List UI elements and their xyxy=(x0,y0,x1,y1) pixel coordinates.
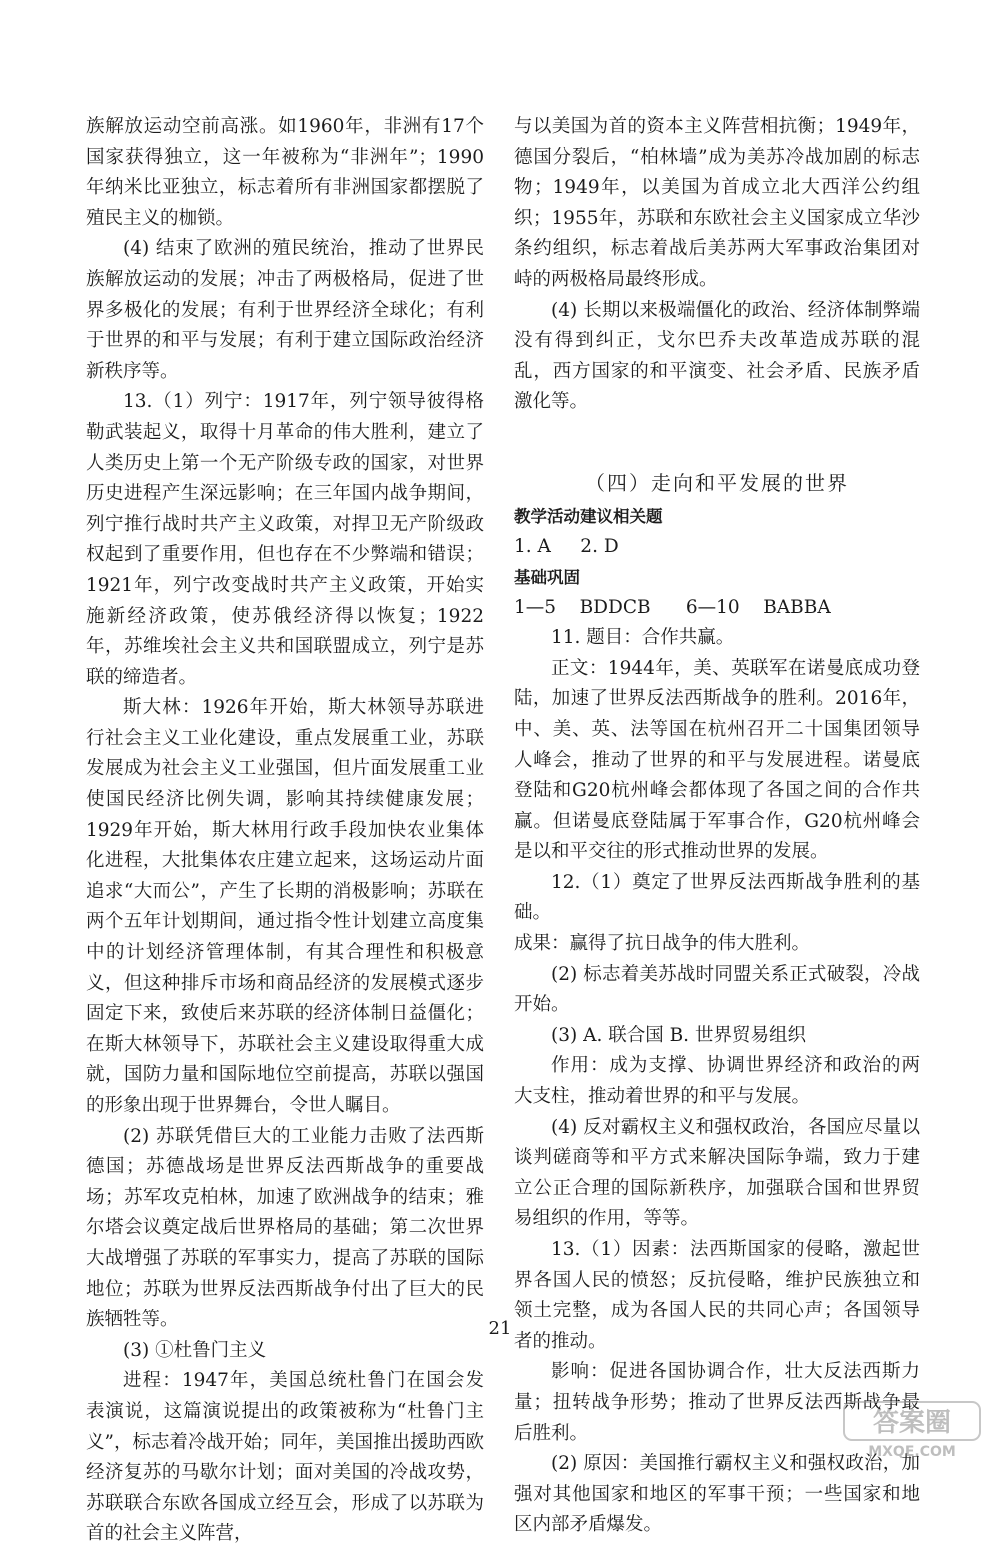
basic-answers: 1—5 BDDCB 6—10 BABBA xyxy=(514,596,831,618)
paragraph: 作用：成为支撑、协调世界经济和政治的两大支柱，推动着世界的和平与发展。 xyxy=(514,1055,920,1108)
paragraph: 进程：1947年，美国总统杜鲁门在国会发表演说，这篇演说提出的政策被称为“杜鲁门主义”，标志着冷战开始；同年，美国推出援助西欧经济复苏的马歇尔计划；面对美国的冷战攻势，苏联联合东欧各国成立经互会，形成了以苏联为首的社会主义阵营， xyxy=(86,1370,484,1545)
paragraph: (2) 苏联凭借巨大的工业能力击败了法西斯德国；苏德战场是世界反法西斯战争的重要战场；苏军攻克柏林，加速了欧洲战争的结束；雅尔塔会议奠定战后世界格局的基础；第二次世界大战增强了苏联的军事实力，提高了苏联的国际地位；苏联为世界反法西斯战争付出了巨大的民族牺牲等。 xyxy=(86,1125,484,1331)
paragraph: 13.（1）列宁：1917年，列宁领导彼得格勒武装起义，取得十月革命的伟大胜利，建立了人类历史上第一个无产阶级专政的国家，对世界历史进程产生深远影响；在三年国内战争期间，列宁推行战时共产主义政策，对捍卫无产阶级政权起到了重要作用，但也存在不少弊端和错误；1921年，列宁改变战时共产主义政策，开始实施新经济政策，使苏俄经济得以恢复；1922年，苏维埃社会主义共和国联盟成立，列宁是苏联的缔造者。 xyxy=(86,391,484,688)
watermark-logo xyxy=(842,1400,982,1460)
paragraph: (4) 结束了欧洲的殖民统治，推动了世界民族解放运动的发展；冲击了两极格局，促进了世界多极化的发展；有利于世界经济全球化；有利于世界的和平与发展；有利于建立国际政治经济新秩序等。 xyxy=(86,238,484,382)
paragraph: 影响：促进各国协调合作，壮大反法西斯力量；扭转战争形势；推动了世界反法西斯战争最后胜利。 xyxy=(514,1361,920,1444)
activity-answers: 1. A 2. D xyxy=(514,535,619,557)
watermark-text-cn: 答案圈 xyxy=(872,1408,952,1438)
paragraph: 斯大林：1926年开始，斯大林领导苏联进行社会主义工业化建设，重点发展重工业，苏联发展成为社会主义工业强国，但片面发展重工业使国民经济比例失调，影响其持续健康发展；1929年开始，斯大林用行政手段加快农业集体化进程，大批集体农庄建立起来，这场运动片面追求“大而公”，产生了长期的消极影响；苏联在两个五年计划期间，通过指令性计划建立高度集中的计划经济管理体制，有其合理性和积极意义，但这种排斥市场和商品经济的发展模式逐步固定下来，致使后来苏联的经济体制日益僵化；在斯大林领导下，苏联社会主义建设取得重大成就，国防力量和国际地位空前提高，苏联以强国的形象出现于世界舞台，令世人瞩目。 xyxy=(86,697,484,1116)
paragraph: (3) ①杜鲁门主义 xyxy=(123,1339,267,1361)
paragraph: 成果：赢得了抗日战争的伟大胜利。 xyxy=(514,933,811,955)
paragraph: (3) A. 联合国 B. 世界贸易组织 xyxy=(551,1024,806,1046)
paragraph: (2) 标志着美苏战时同盟关系正式破裂，冷战开始。 xyxy=(514,963,920,1016)
activity-heading: 教学活动建议相关题 xyxy=(514,506,663,526)
paragraph: 与以美国为首的资本主义阵营相抗衡；1949年，德国分裂后，“柏林墙”成为美苏冷战加剧的标志物；1949年，以美国为首成立北大西洋公约组织；1955年，苏联和东欧社会主义国家成立华沙条约组织，标志着战后美苏两大军事政治集团对峙的两极格局最终形成。 xyxy=(514,116,920,290)
watermark-text-en: MXQE.COM xyxy=(868,1444,956,1460)
paragraph: 族解放运动空前高涨。如1960年，非洲有17个国家获得独立，这一年被称为“非洲年”；1990年纳米比亚独立，标志着所有非洲国家都摆脱了殖民主义的枷锁。 xyxy=(86,116,484,229)
watermark-graphic xyxy=(842,1400,982,1460)
paragraph: 11. 题目：合作共赢。 xyxy=(551,627,735,649)
paragraph: (4) 反对霸权主义和强权政治，各国应尽量以谈判磋商等和平方式来解决国际争端，致力于建立公正合理的国际新秩序，加强联合国和世界贸易组织的作用，等等。 xyxy=(514,1116,920,1230)
paragraph: 正文：1944年，美、英联军在诺曼底成功登陆，加速了世界反法西斯战争的胜利。2016年，中、美、英、法等国在杭州召开二十国集团领导人峰会，推动了世界的和平与发展进程。诺曼底登陆和G20杭州峰会都体现了各国之间的合作共赢。但诺曼底登陆属于军事合作，G20杭州峰会是以和平交往的形式推动世界的发展。 xyxy=(514,657,920,863)
paragraph: 13.（1）因素：法西斯国家的侵略，激起世界各国人民的愤怒；反抗侵略，维护民族独立和领土完整，成为各国人民的共同心声；各国领导者的推动。 xyxy=(514,1239,920,1352)
section-title: （四）走向和平发展的世界 xyxy=(585,470,849,495)
paragraph: (4) 长期以来极端僵化的政治、经济体制弊端没有得到纠正，戈尔巴乔夫改革造成苏联的混乱，西方国家的和平演变、社会矛盾、民族矛盾激化等。 xyxy=(514,299,920,413)
paragraph: (2) 原因：美国推行霸权主义和强权政治，加强对其他国家和地区的军事干预；一些国家和地区内部矛盾爆发。 xyxy=(514,1453,920,1536)
paragraph: 12.（1）奠定了世界反法西斯战争胜利的基础。 xyxy=(514,871,920,924)
basic-heading: 基础巩固 xyxy=(514,567,580,587)
page-number: 21 xyxy=(488,1318,512,1339)
